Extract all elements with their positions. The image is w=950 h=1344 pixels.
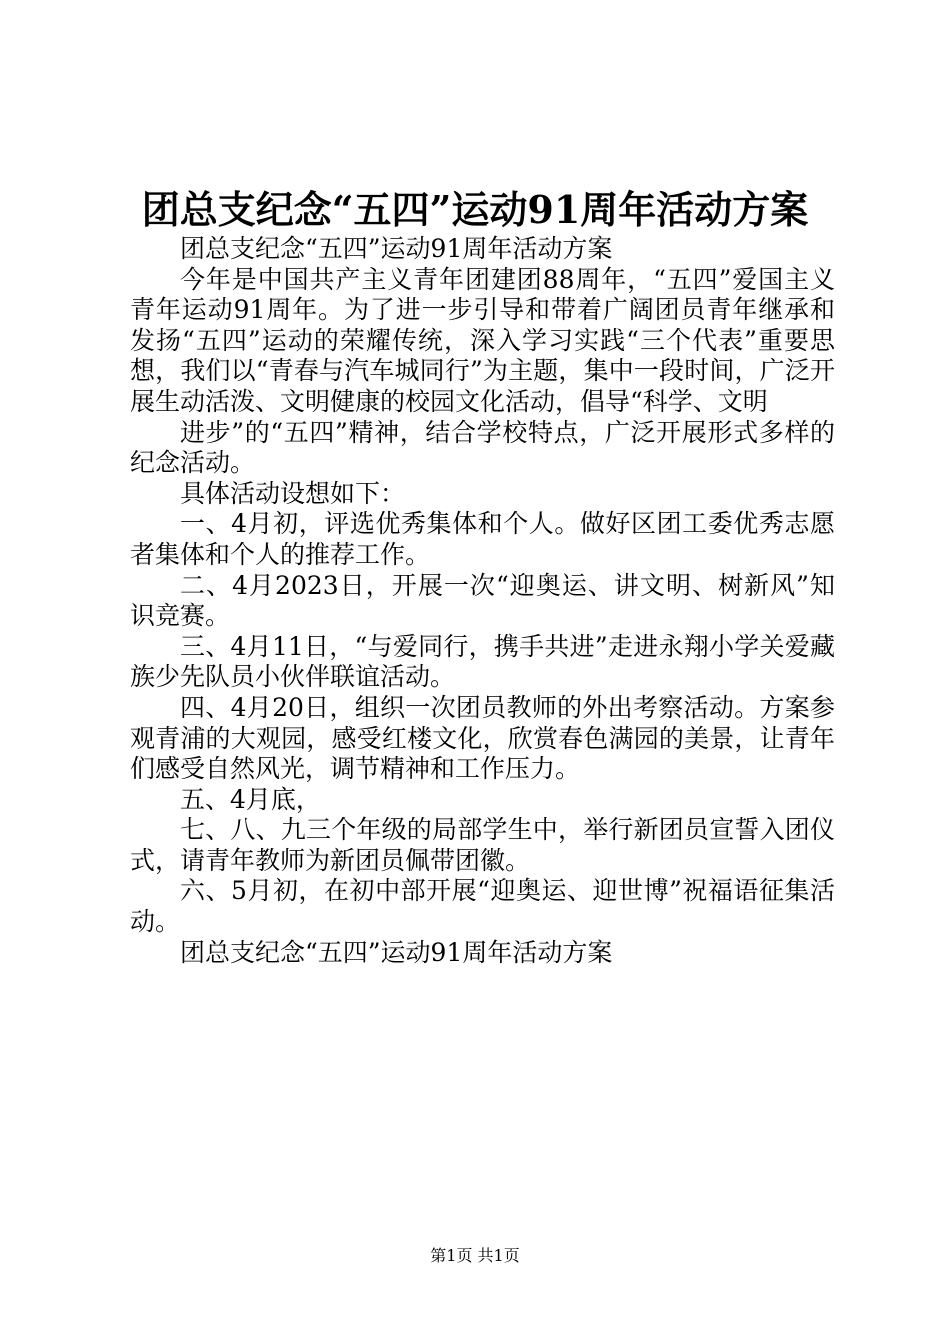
paragraph-item-5-continued: 七、八、九三个年级的局部学生中，举行新团员宣誓入团仪式，请青年教师为新团员佩带团徽。 — [130, 815, 835, 875]
document-title: 团总支纪念“五四”运动91周年活动方案 — [141, 187, 809, 232]
paragraph-closing: 团总支纪念“五四”运动91周年活动方案 — [180, 937, 613, 967]
paragraph-item-4: 四、4月20日，组织一次团员教师的外出考察活动。方案参观青浦的大观园，感受红楼文化，欣赏春色满园的美景，让青年们感受自然风光，调节精神和工作压力。 — [130, 692, 835, 784]
paragraph-intro: 今年是中国共产主义青年团建团88周年，“五四”爱国主义青年运动91周年。为了进一步引导和带着广阔团员青年继承和发扬“五四”运动的荣耀传统，深入学习实践“三个代表”重要思想，我们以“青春与汽车城同行”为主题，集中一段时间，广泛开展生动活泼、文明健康的校园文化活动，倡导“科学、文明 — [130, 264, 835, 416]
paragraph-item-5: 五、4月底， — [180, 784, 321, 814]
paragraph-plan-heading: 具体活动设想如下： — [180, 478, 406, 508]
paragraph-item-2: 二、4月2023日，开展一次“迎奥运、讲文明、树新风”知识竞赛。 — [130, 570, 835, 631]
paragraph-item-6: 六、5月初，在初中部开展“迎奥运、迎世博”祝福语征集活动。 — [130, 876, 835, 937]
document-body — [130, 234, 835, 968]
paragraph-item-3: 三、4月11日，“与爱同行，携手共进”走进永翔小学关爱藏族少先队员小伙伴联谊活动。 — [130, 631, 835, 692]
page-footer: 第1页 共1页 — [430, 1246, 520, 1265]
paragraph-subtitle: 团总支纪念“五四”运动91周年活动方案 — [180, 234, 613, 263]
paragraph-item-1: 一、4月初，评选优秀集体和个人。做好区团工委优秀志愿者集体和个人的推荐工作。 — [130, 509, 835, 569]
paragraph-intro-continued: 进步”的“五四”精神，结合学校特点，广泛开展形式多样的纪念活动。 — [130, 417, 835, 478]
